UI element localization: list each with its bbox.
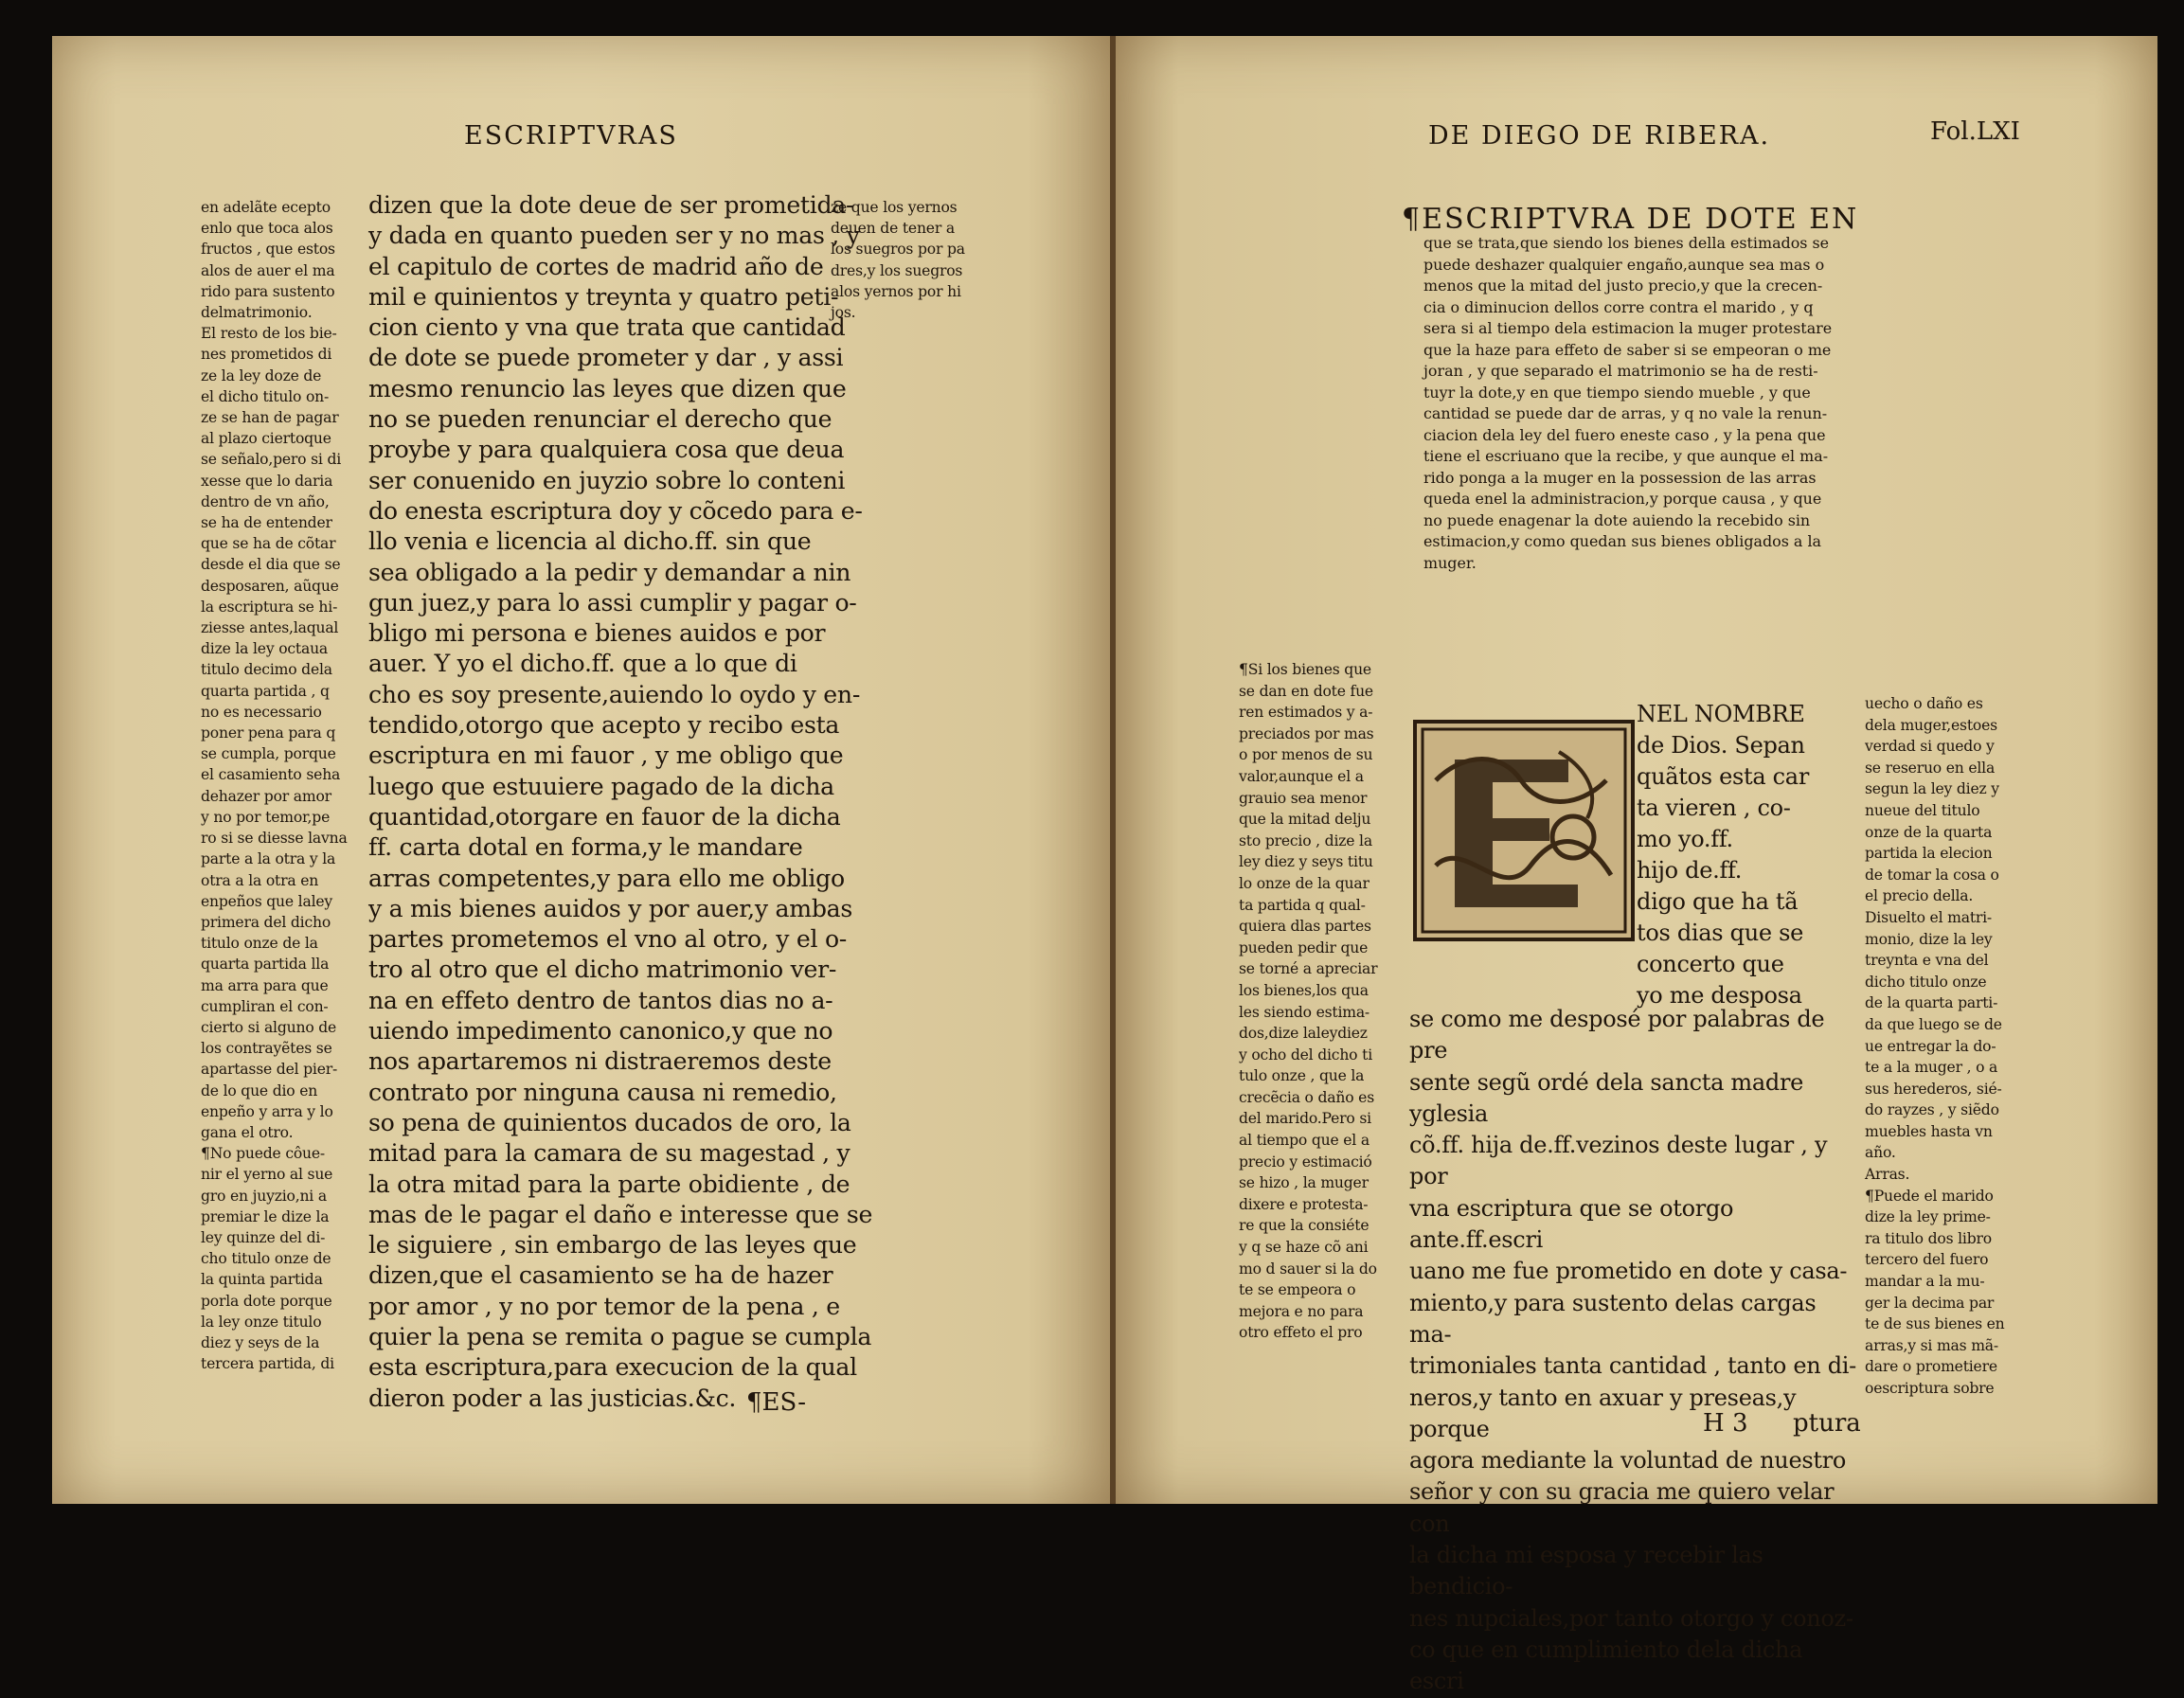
left-page xyxy=(52,36,1113,1504)
initial-e-icon xyxy=(1417,724,1631,938)
main-text-column: se como me desposé por palabras de pre sente segũ ordé dela sancta madre yglesia cõ.ff. hija de.ff.vezinos deste lugar , y por vna escriptura que se otorgo ante.ff.escri uano me fue prometido en dote y casa- miento,y para sustento delas cargas ma- trimoniales tanta cantidad , tanto en di- neros,y tanto en axuar y preseas,y porque agora mediante la voluntad de nuestro señor y con su gracia me quiero velar con la dicha mi esposa y recebir las bendicio- nes nupciales,por tanto otorgo y conoz- co que en cumplimiento dela dicha escri xyxy=(1409,1006,1856,1695)
right-page xyxy=(1116,36,2157,1695)
catchword: ¶ES- xyxy=(746,1388,807,1417)
margin-note-right: ze que los yernos deuen de tener a los suegros por pa dres,y los suegros alos yernos por hi jos. xyxy=(831,199,965,322)
text-beside-initial: NEL NOMBRE de Dios. Sepan quãtos esta car ta vieren , co- mo yo.ff. hijo de.ff. digo que ha tã tos dias que se concerto que yo me desposa xyxy=(1637,701,1809,1009)
decorated-initial-icon xyxy=(1413,720,1635,941)
main-text-column: dizen que la dote deue de ser prometida- y dada en quanto pueden ser y no mas , y el capitulo de cortes de madrid año de mil e quinientos y treynta y quatro peti- cion ciento y vna que trata que cantidad de dote se puede prometer y dar , y assi mesmo renuncio las leyes que dizen que no se pueden renunciar el derecho que proybe y para qualquiera cosa que deua ser conuenido en juyzio sobre lo conteni do enesta escriptura doy y cõcedo para e- llo venia e licencia al dicho.ff. sin que sea obligado a la pedir y demandar a nin gun juez,y para lo assi cumplir y pagar o- bligo mi persona e bienes auidos e por auer. Y yo el dicho.ff. que a lo que di cho es soy presente,auiendo lo oydo y en- tendido,otorgo que acepto y recibo esta escriptura en mi fauor , y me obligo que luego que estuuiere pagado de la dicha quantidad,otorgare en fauor de la dicha ff. carta dotal en forma,y le mandare arras competentes,y para ello me obligo y a mis bienes auidos y por auer,y ambas partes prometemos el vno al otro, y el o- tro al otro que el dicho matrimonio ver- na en effeto dentro de tantos dias no a- uiendo impedimento canonico,y que no nos apartaremos ni distraeremos deste contrato por ninguna causa ni remedio, so pena de quinientos ducados de oro, la mitad para la camara de su magestad , y la otra mitad para la parte obidiente , de mas de le pagar el daño e interesse que se le siguiere , sin embargo de las leyes que dizen,que el casamiento se ha de hazer por amor , y no por temor de la pena , e quier la pena se remita o pague se cumpla esta escriptura,para execucion de la qual dieron poder a las justicias.&c. xyxy=(368,191,873,1412)
margin-note-left: en adelãte ecepto enlo que toca alos fructos , que estos alos de auer el ma rido para sustento delmatrimonio. El resto de los bie- nes prometidos di ze la ley doze de el dicho titulo on- ze se han de pagar al plazo ciertoque se señalo,pero si di xesse que lo daria dentro de vn año, se ha de entender que se ha de cõtar desde el dia que se desposaren, aũque la escriptura se hi- ziesse antes,laqual dize la ley octaua titulo decimo dela quarta partida , q no es necessario poner pena para q se cumpla, porque el casamiento seha dehazer por amor y no por temor,pe ro si se diesse lavna parte a la otra y la otra a la otra en enpeños que laley primera del dicho titulo onze de la quarta partida lla ma arra para que cumpliran el con- cierto si alguno de los contrayẽtes se apartasse del pier- de lo que dio en enpeño y arra y lo gana el otro. ¶No puede côue- nir el yerno al sue gro en juyzio,ni a premiar le dize la ley quinze del di- cho titulo onze de la quinta partida porla dote porque la ley onze titulo diez y seys de la tercera partida, di xyxy=(201,199,348,1373)
running-head-right: DE DIEGO DE RIBERA. xyxy=(1428,121,1771,151)
folio-number: Fol.LXI xyxy=(1930,117,2020,146)
summary-paragraph: que se trata,que siendo los bienes della estimados se puede deshazer qualquier engaño,aunque sea mas o menos que la mitad del justo precio,y que la crecen- cia o diminucion dellos corre contra el marido , y q sera si al tiempo dela estimacion la muger protestare que la haze para effeto de saber si se empeoran o me joran , y que separado el matrimonio se ha de resti- tuyr la dote,y en que tiempo siendo mueble , y que cantidad se puede dar de arras, y q no vale la renun- ciacion dela ley del fuero eneste caso , y la pena que tiene el escriuano que la recibe, y que aunque el ma- rido ponga a la muger en la possession de las arras queda enel la administracion,y porque causa , y que no puede enagenar la dote auiendo la recebido sin estimacion,y como quedan sus bienes obligados a la muger. xyxy=(1423,234,1833,572)
margin-note-right: uecho o daño es dela muger,estoes verdad si quedo y se reseruo en ella segun la ley diez y nueue del titulo onze de la quarta partida la elecion de tomar la cosa o el precio della. Disuelto el matri- monio, dize la ley treynta e vna del dicho titulo onze de la quarta parti- da que luego se de ue entregar la do- te a la muger , o a sus herederos, sié- do rayzes , y siẽdo muebles hasta vn año. Arras. ¶Puede el marido dize la ley prime- ra titulo dos libro tercero del fuero mandar a la mu- ger la decima par te de sus bienes en arras,y si mas mã- dare o prometiere oescriptura sobre xyxy=(1865,695,2005,1397)
margin-note-left: ¶Si los bienes que se dan en dote fue ren estimados y a- preciados por mas o por menos de su valor,aunque el a grauio sea menor que la mitad delju sto precio , dize la ley diez y seys titu lo onze de la quar ta partida q qual- quiera dlas partes pueden pedir que se torné a apreciar los bienes,los qua les siendo estima- dos,dize laleydiez y ocho del dicho ti tulo onze , que la crecẽcia o daño es del marido.Pero si al tiempo que el a precio y estimació se hizo , la muger dixere e protesta- re que la consiéte y q se haze cõ ani mo d sauer si la do te se empeora o mejora e no para otro effeto el pro xyxy=(1239,661,1378,1342)
catchword: ptura xyxy=(1793,1409,1861,1438)
signature-mark: H 3 xyxy=(1703,1409,1748,1438)
running-head-left: ESCRIPTVRAS xyxy=(464,121,678,151)
section-heading: ¶ESCRIPTVRA DE DOTE EN xyxy=(1402,203,1859,236)
